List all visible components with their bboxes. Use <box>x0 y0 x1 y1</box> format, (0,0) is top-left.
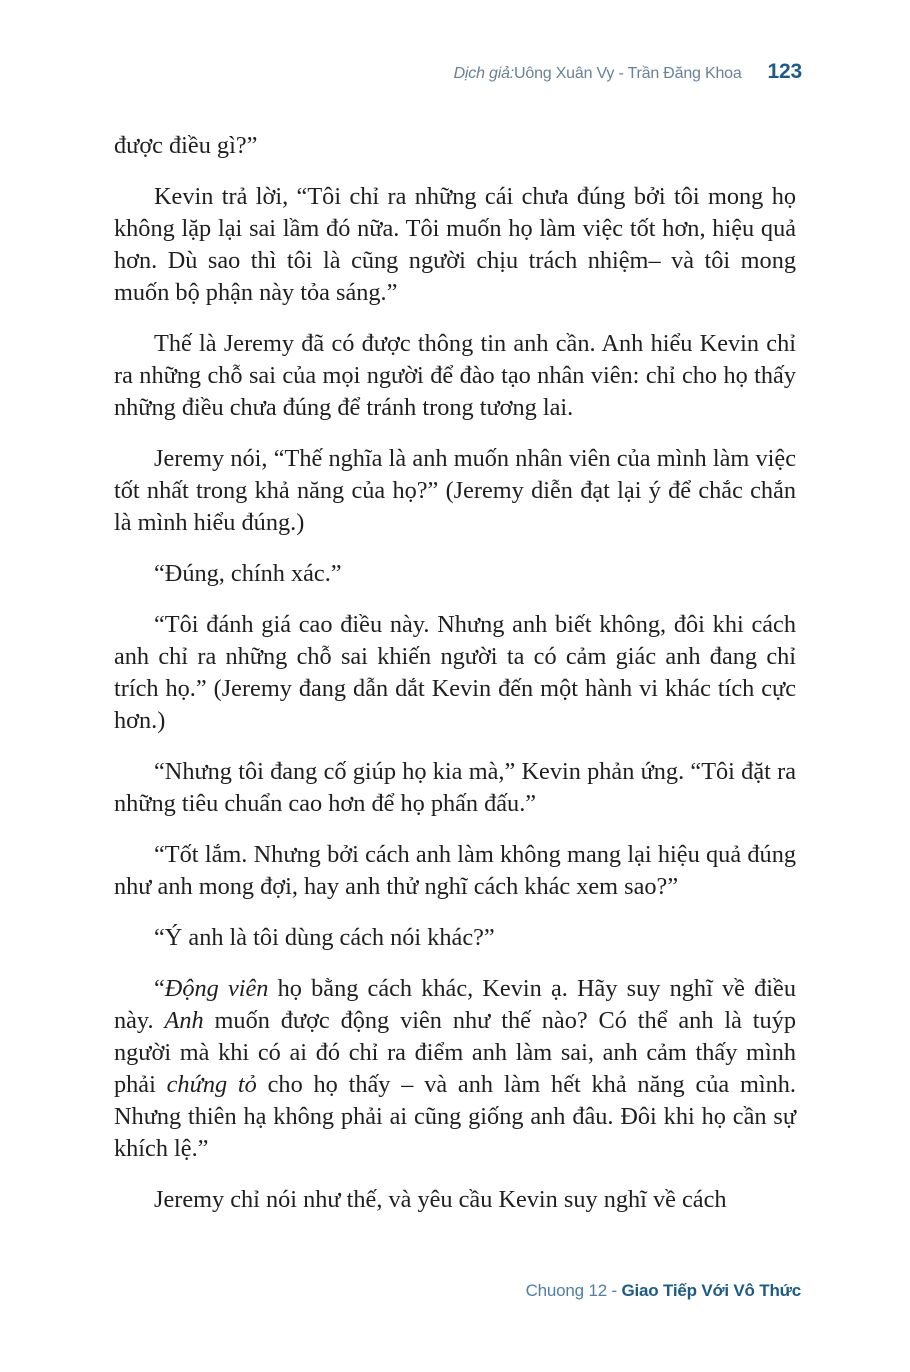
paragraph-7: “Nhưng tôi đang cố giúp họ kia mà,” Kevin phản ứng. “Tôi đặt ra những tiêu chuẩn cao hơn để họ phấn đấu.” <box>114 758 796 817</box>
running-footer <box>526 1281 801 1301</box>
emphasis-chung-to: chứng tỏ <box>166 1071 257 1098</box>
paragraph-6: “Tôi đánh giá cao điều này. Nhưng anh biết không, đôi khi cách anh chỉ ra những chỗ sai khiến người ta có cảm giác anh đang chỉ trích họ.” (Jeremy đang dẫn dắt Kevin đến một hành vi khác tích cực hơn.) <box>114 611 796 734</box>
paragraph-5: “Đúng, chính xác.” <box>154 560 342 587</box>
page-number: 123 <box>767 60 802 83</box>
paragraph-10-part-1: “ <box>154 975 165 1002</box>
paragraph-10-part-5: muốn được động viên như thế nào? Có thể anh là tuýp người mà khi có ai đó chỉ ra điểm anh làm sai, anh cảm thấy mình phải <box>114 1007 796 1098</box>
translator-names: Uông Xuân Vy - Trần Đăng Khoa <box>514 65 742 82</box>
paragraph-4: Jeremy nói, “Thế nghĩa là anh muốn nhân viên của mình làm việc tốt nhất trong khả năng của họ?” (Jeremy diễn đạt lại ý để chắc chắn là mình hiểu đúng.) <box>114 445 796 536</box>
paragraph-10-part-3: họ bằng cách khác, Kevin ạ. Hãy suy nghĩ về điều này. <box>114 975 796 1034</box>
chapter-label: Chuong 12 - <box>525 1281 622 1300</box>
paragraph-2: Kevin trả lời, “Tôi chỉ ra những cái chưa đúng bởi tôi mong họ không lặp lại sai lầm đó nữa. Tôi muốn họ làm việc tốt hơn, hiệu quả hơn. Dù sao thì tôi là cũng người chịu trách nhiệm– và tôi mong muốn bộ phận này tỏa sáng.” <box>114 183 796 306</box>
paragraph-1: được điều gì?” <box>114 132 258 159</box>
emphasis-anh: Anh <box>164 1007 204 1034</box>
running-header <box>454 60 802 84</box>
paragraph-8: “Tốt lắm. Nhưng bởi cách anh làm không mang lại hiệu quả đúng như anh mong đợi, hay anh thử nghĩ cách khác xem sao?” <box>114 841 796 900</box>
paragraph-9: “Ý anh là tôi dùng cách nói khác?” <box>154 924 495 951</box>
body-text <box>114 130 796 1235</box>
paragraph-11: Jeremy chỉ nói như thế, và yêu cầu Kevin suy nghĩ về cách <box>154 1186 727 1213</box>
paragraph-10 <box>114 973 796 1165</box>
chapter-title: Giao Tiếp Với Vô Thức <box>621 1281 801 1300</box>
translator-label: Dịch giả: <box>453 65 515 82</box>
emphasis-dong-vien: Động viên <box>164 975 269 1002</box>
paragraph-10-part-7: cho họ thấy – và anh làm hết khả năng của mình. Nhưng thiên hạ không phải ai cũng giống anh đâu. Đôi khi họ cần sự khích lệ.” <box>114 1071 796 1162</box>
paragraph-3: Thế là Jeremy đã có được thông tin anh cần. Anh hiểu Kevin chỉ ra những chỗ sai của mọi người để đào tạo nhân viên: chỉ cho họ thấy những điều chưa đúng để tránh trong tương lai. <box>114 330 796 421</box>
